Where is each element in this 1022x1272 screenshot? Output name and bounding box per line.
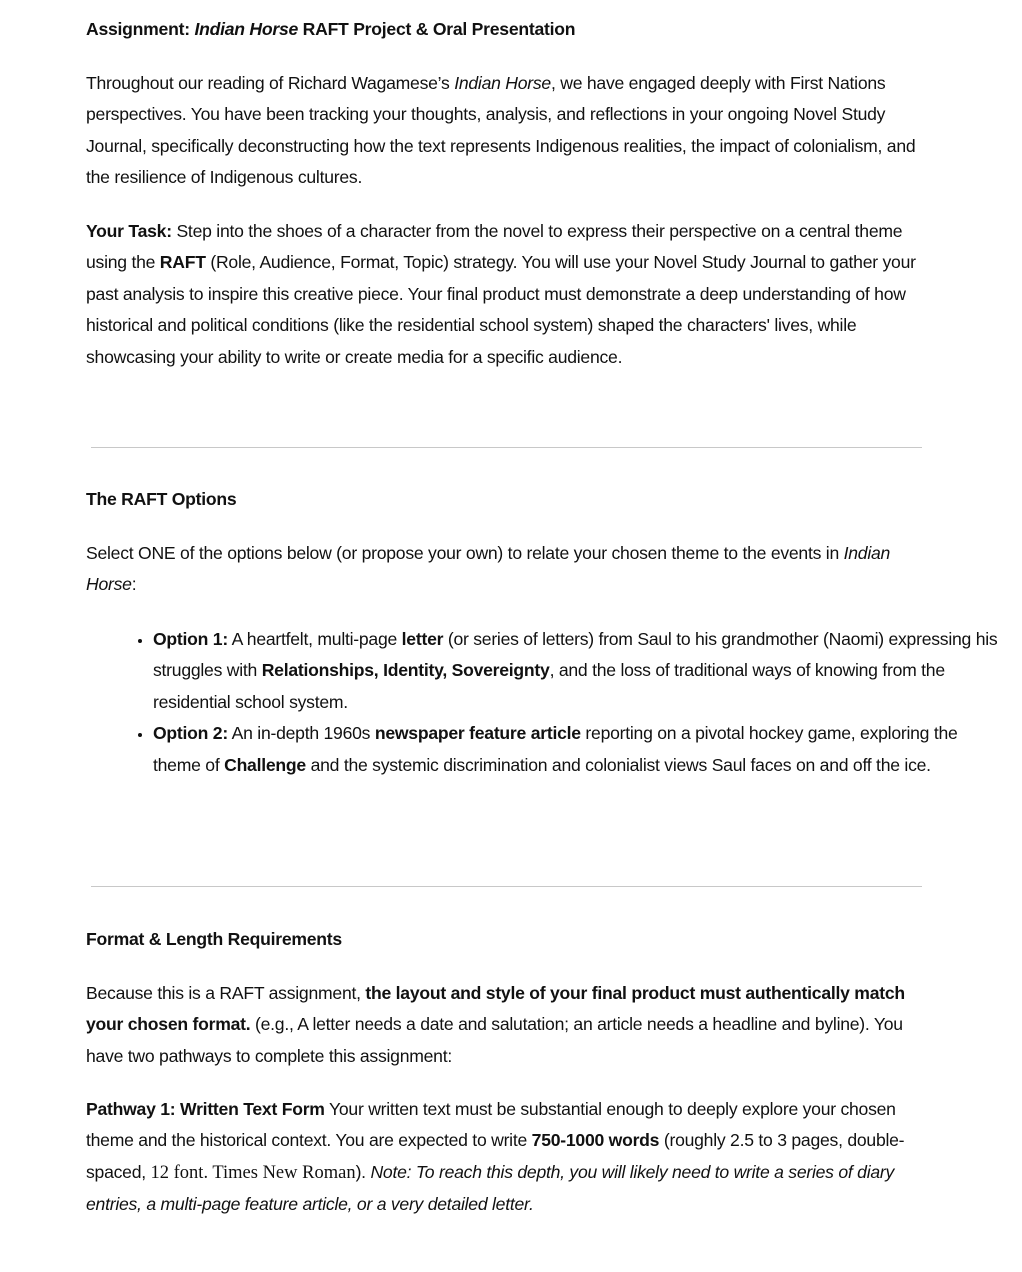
text-run: 750-1000 words	[531, 1130, 660, 1151]
text-run: The RAFT Options	[86, 489, 237, 509]
text-run: reporting on a pivotal hockey game, exploring the theme of	[153, 723, 958, 775]
text-run: Format & Length Requirements	[86, 929, 342, 949]
assignment-title	[86, 14, 936, 45]
text-run: letter	[401, 629, 444, 649]
text-run: (e.g., A letter needs a date and salutation; an article needs a headline and byline). You have two pathways to complete this assignment:	[86, 1014, 903, 1066]
text-run: Pathway 1: Written Text Form	[86, 1099, 325, 1119]
text-run: Throughout our reading of Richard Wagamese’s	[86, 73, 455, 93]
option-2	[153, 718, 1003, 781]
text-run: RAFT Project & Oral Presentation	[298, 19, 576, 39]
text-run: Select ONE of the options below (or propose your own) to relate your chosen theme to the events in	[86, 543, 844, 563]
text-run: Option 1:	[153, 629, 228, 649]
text-run: Because this is a RAFT assignment,	[86, 983, 366, 1003]
text-run: Option 2:	[153, 723, 228, 744]
options-list	[86, 624, 1003, 781]
option-1	[153, 624, 1003, 718]
text-run: :	[131, 574, 137, 595]
text-run: Note: To reach this depth, you will likely need to write a series of diary entries, a multi-page feature article, or a very detailed letter.	[86, 1161, 895, 1215]
task-paragraph	[86, 216, 936, 373]
divider	[91, 447, 922, 448]
text-run: 12 font. Times New Roman	[150, 1162, 356, 1183]
format-intro	[86, 978, 936, 1072]
text-run: (roughly 2.5 to 3 pages, double-spaced,	[86, 1130, 905, 1182]
text-run: Step into the shoes of a character from the novel to express their perspective on a central theme using the	[86, 221, 903, 273]
text-run: ).	[355, 1161, 371, 1182]
text-run: the layout and style of your final product must authentically match your chosen format.	[86, 983, 905, 1035]
raft-heading	[86, 484, 936, 515]
text-run: , and the loss of traditional ways of knowing from the residential school system.	[153, 660, 945, 712]
text-run: , we have engaged deeply with First Nations perspectives. You have been tracking your thoughts, analysis, and reflections in your ongoing Novel Study Journal, specifically deconstructing how the text represents Indigenous realities, the impact of colonialism, and the resilience of Indigenous cultures.	[86, 73, 916, 188]
text-run: newspaper feature article	[374, 723, 581, 744]
text-run: and the systemic discrimination and colonialist views Saul faces on and off the ice.	[305, 754, 931, 775]
text-run: Assignment:	[86, 19, 195, 39]
text-run: (Role, Audience, Format, Topic) strategy. You will use your Novel Study Journal to gather your past analysis to inspire this creative piece. Your final product must demonstrate a deep understanding of how historical and political conditions (like the residential school system) shaped the characters' lives, while showcasing your ability to write or create media for a specific audience.	[86, 252, 916, 367]
text-run: (or series of letters) from Saul to his grandmother (Naomi) expressing his struggles with	[153, 629, 998, 681]
format-heading	[86, 924, 936, 955]
intro-paragraph	[86, 68, 936, 194]
text-run: Your Task:	[86, 221, 172, 241]
raft-intro	[86, 538, 936, 601]
pathway-1-paragraph	[86, 1094, 936, 1221]
divider	[91, 886, 922, 887]
text-run: RAFT	[159, 252, 206, 273]
text-run: Indian Horse	[454, 73, 551, 93]
text-run: Indian Horse	[194, 19, 299, 39]
text-run: An in-depth 1960s	[227, 723, 375, 744]
text-run: Indian Horse	[86, 543, 891, 595]
text-run: Your written text must be substantial enough to deeply explore your chosen theme and the historical context. You are expected to write	[86, 1099, 896, 1151]
text-run: A heartfelt, multi-page	[227, 629, 402, 649]
text-run: Relationships, Identity, Sovereignty	[261, 660, 550, 681]
text-run: Challenge	[224, 754, 306, 775]
